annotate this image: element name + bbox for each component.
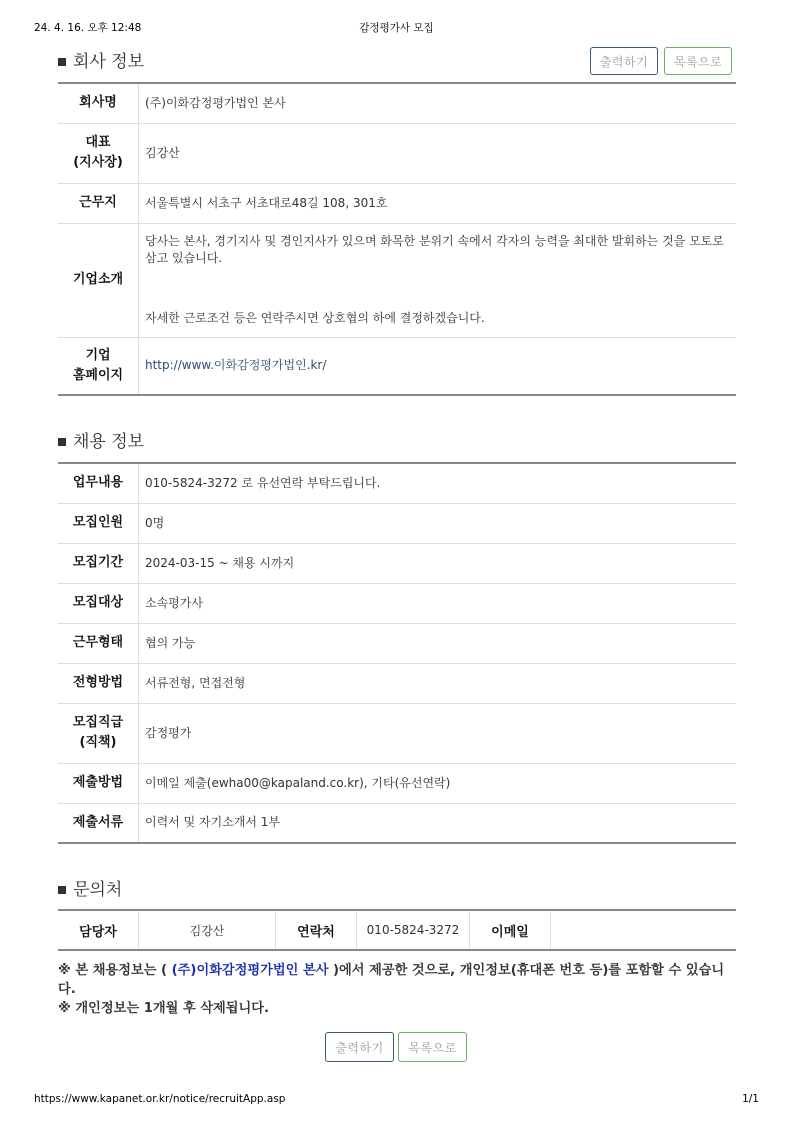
notice-suffix: )에서 제공한 것으로, 개인정보(휴대폰 번호 등)를 포함할 수 있습니다. bbox=[58, 963, 725, 997]
homepage-link[interactable]: http://www.이화감정평가법인.kr/ bbox=[145, 358, 327, 373]
list-button-bottom[interactable]: 목록으로 bbox=[398, 1032, 467, 1062]
duty-value: 010-5824-3272 로 유선연락 부탁드립니다. bbox=[139, 463, 737, 503]
table-row bbox=[58, 543, 736, 583]
submit-method-value: 이메일 제출(ewha00@kapaland.co.kr), 기타(유선연락) bbox=[139, 763, 737, 803]
table-row bbox=[58, 583, 736, 623]
notice-prefix: ※ 본 채용정보는 ( bbox=[58, 963, 172, 978]
row-label-line: 홈페이지 bbox=[72, 367, 124, 383]
print-button[interactable]: 출력하기 bbox=[590, 47, 658, 75]
row-label bbox=[58, 337, 139, 395]
notice-line: ※ 개인정보는 1개월 후 삭제됩니다. bbox=[58, 1001, 269, 1016]
row-label: 제출서류 bbox=[58, 803, 139, 843]
notice-company-name: (주)이화감정평가법인 본사 bbox=[171, 963, 329, 978]
table-row bbox=[58, 463, 736, 503]
privacy-notice bbox=[58, 961, 738, 1018]
row-label-line: (직책) bbox=[79, 735, 117, 750]
print-footer bbox=[0, 1091, 793, 1109]
table-row bbox=[58, 910, 736, 950]
row-label bbox=[58, 123, 139, 183]
contact-section-heading bbox=[58, 875, 122, 900]
row-label: 근무지 bbox=[58, 183, 139, 223]
row-label: 근무형태 bbox=[58, 623, 139, 663]
representative-value: 김강산 bbox=[139, 123, 737, 183]
row-label-line: (지사장) bbox=[73, 155, 123, 170]
list-button[interactable]: 목록으로 bbox=[664, 47, 732, 75]
row-label: 업무내용 bbox=[58, 463, 139, 503]
recruit-section-heading bbox=[58, 427, 144, 452]
print-title: 감정평가사 모집 bbox=[359, 22, 434, 34]
contact-person-label: 담당자 bbox=[58, 910, 139, 950]
table-row bbox=[58, 337, 736, 395]
contact-phone-value: 010-5824-3272 bbox=[357, 910, 470, 950]
contact-person-value: 김강산 bbox=[139, 910, 276, 950]
row-label: 기업소개 bbox=[58, 223, 139, 337]
target-value: 소속평가사 bbox=[139, 583, 737, 623]
table-row bbox=[58, 83, 736, 123]
contact-email-value bbox=[551, 910, 737, 950]
recruit-section-title: 채용 정보 bbox=[73, 432, 145, 452]
contact-email-label: 이메일 bbox=[470, 910, 551, 950]
table-row bbox=[58, 123, 736, 183]
period-value: 2024-03-15 ~ 채용 시까지 bbox=[139, 543, 737, 583]
row-label: 회사명 bbox=[58, 83, 139, 123]
row-label: 제출방법 bbox=[58, 763, 139, 803]
table-row bbox=[58, 503, 736, 543]
intro-paragraph: 당사는 본사, 경기지사 및 경인지사가 있으며 화목한 분위기 속에서 각자의 능력을 최대한 발휘하는 것을 모토로 삼고 있습니다. bbox=[145, 234, 724, 265]
company-section-title: 회사 정보 bbox=[73, 52, 145, 72]
intro-paragraph: 자세한 근로조건 등은 연락주시면 상호협의 하에 결정하겠습니다. bbox=[145, 311, 485, 325]
table-row bbox=[58, 703, 736, 763]
row-label-line: 대표 bbox=[85, 135, 111, 150]
company-name-value: (주)이화감정평가법인 본사 bbox=[139, 83, 737, 123]
recruit-info-table bbox=[58, 462, 736, 844]
row-label: 모집기간 bbox=[58, 543, 139, 583]
company-intro-value bbox=[139, 223, 737, 337]
table-row bbox=[58, 223, 736, 337]
print-button-bottom[interactable]: 출력하기 bbox=[325, 1032, 394, 1062]
contact-section-title: 문의처 bbox=[73, 880, 123, 900]
print-header bbox=[0, 18, 793, 36]
location-value: 서울특별시 서초구 서초대로48길 108, 301호 bbox=[139, 183, 737, 223]
print-date: 24. 4. 16. 오후 12:48 bbox=[34, 22, 142, 34]
work-type-value: 협의 가능 bbox=[139, 623, 737, 663]
position-value: 감정평가 bbox=[139, 703, 737, 763]
selection-value: 서류전형, 면접전형 bbox=[139, 663, 737, 703]
square-bullet-icon bbox=[58, 886, 66, 894]
documents-value: 이력서 및 자기소개서 1부 bbox=[145, 815, 280, 830]
table-row bbox=[58, 183, 736, 223]
row-label-line: 기업 bbox=[85, 347, 111, 363]
table-row bbox=[58, 803, 736, 843]
row-label-line: 모집직급 bbox=[72, 715, 124, 730]
square-bullet-icon bbox=[58, 438, 66, 446]
square-bullet-icon bbox=[58, 58, 66, 66]
contact-table bbox=[58, 909, 736, 951]
homepage-cell bbox=[139, 337, 737, 395]
table-row bbox=[58, 623, 736, 663]
row-label: 모집인원 bbox=[58, 503, 139, 543]
row-label bbox=[58, 703, 139, 763]
row-label: 모집대상 bbox=[58, 583, 139, 623]
table-row bbox=[58, 763, 736, 803]
contact-phone-label: 연락처 bbox=[276, 910, 357, 950]
table-row bbox=[58, 663, 736, 703]
row-label: 전형방법 bbox=[58, 663, 139, 703]
company-section-heading bbox=[58, 47, 144, 72]
notice-line bbox=[58, 961, 738, 999]
print-url: https://www.kapanet.or.kr/notice/recruitApp.asp bbox=[34, 1093, 286, 1105]
headcount-value: 0명 bbox=[139, 503, 737, 543]
company-info-table bbox=[58, 82, 736, 396]
print-page-number: 1/1 bbox=[742, 1093, 759, 1105]
